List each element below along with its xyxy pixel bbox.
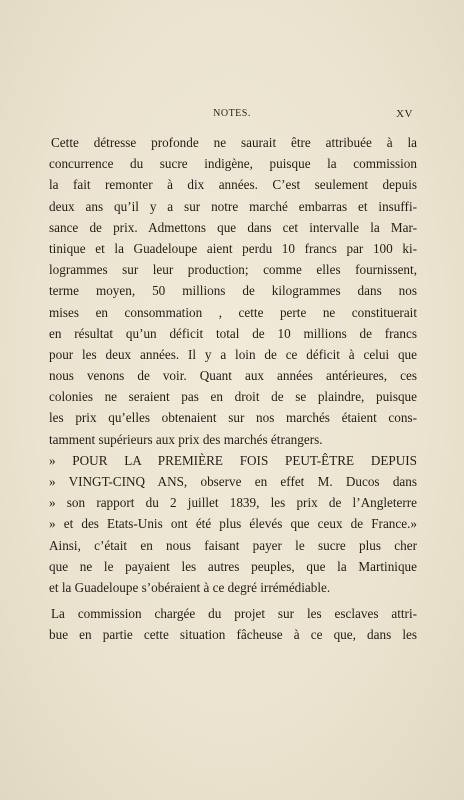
text-line: nous venons de voir. Quant aux années antérieures, ces	[49, 368, 417, 384]
text-line: » POUR LA PREMIÈRE FOIS PEUT-ÊTRE DEPUIS	[49, 452, 417, 468]
running-title: NOTES.	[213, 108, 251, 119]
text-line: mises en consommation , cette perte ne constituerait	[49, 304, 417, 320]
text-line: sance de prix. Admettons que dans cet intervalle la Mar-	[49, 219, 417, 235]
body-text	[49, 132, 417, 646]
text-line: concurrence du sucre indigène, puisque la commission	[49, 156, 417, 172]
text-line: tinique et la Guadeloupe aient perdu 10 francs par 100 ki-	[49, 240, 417, 256]
text-line: Cette détresse profonde ne saurait être attribuée à la	[51, 135, 417, 150]
page-number: XV	[396, 108, 413, 120]
text-line: que ne le payaient les autres peuples, que la Martinique	[49, 558, 417, 574]
text-line: en résultat qu’un déficit total de 10 millions de francs	[49, 325, 417, 341]
text-line: » VINGT-CINQ ANS, observe en effet M. Ducos dans	[49, 474, 417, 489]
text-line: terme moyen, 50 millions de kilogrammes dans nos	[49, 283, 417, 299]
text-line: Ainsi, c’était en nous faisant payer le sucre plus cher	[49, 537, 417, 553]
text-line: bue en partie cette situation fâcheuse à ce que, dans les	[49, 627, 417, 643]
text-line: les prix qu’elles obtenaient sur nos marchés étaient cons-	[49, 410, 417, 426]
text-line: pour les deux années. Il y a loin de ce déficit à celui que	[49, 346, 417, 362]
running-head	[0, 108, 464, 124]
text-line: logrammes sur leur production; comme elles fournissent,	[49, 262, 417, 278]
paragraph-1	[49, 132, 417, 598]
text-line: » son rapport du 2 juillet 1839, les prix de l’Angleterre	[49, 495, 417, 511]
text-line: La commission chargée du projet sur les esclaves attri-	[51, 606, 417, 622]
text-line: deux ans qu’il y a sur notre marché embarras et insuffi-	[49, 198, 417, 214]
text-line: » et des Etats-Unis ont été plus élevés que ceux de France.»	[49, 516, 417, 532]
text-line: colonies ne seraient pas en droit de se plaindre, puisque	[49, 389, 417, 405]
text-line: la fait remonter à dix années. C’est seulement depuis	[49, 177, 417, 193]
paragraph-2	[49, 603, 417, 645]
text-line: tamment supérieurs aux prix des marchés étrangers.	[49, 431, 323, 447]
text-line: et la Guadeloupe s’obéraient à ce degré irrémédiable.	[49, 579, 331, 595]
